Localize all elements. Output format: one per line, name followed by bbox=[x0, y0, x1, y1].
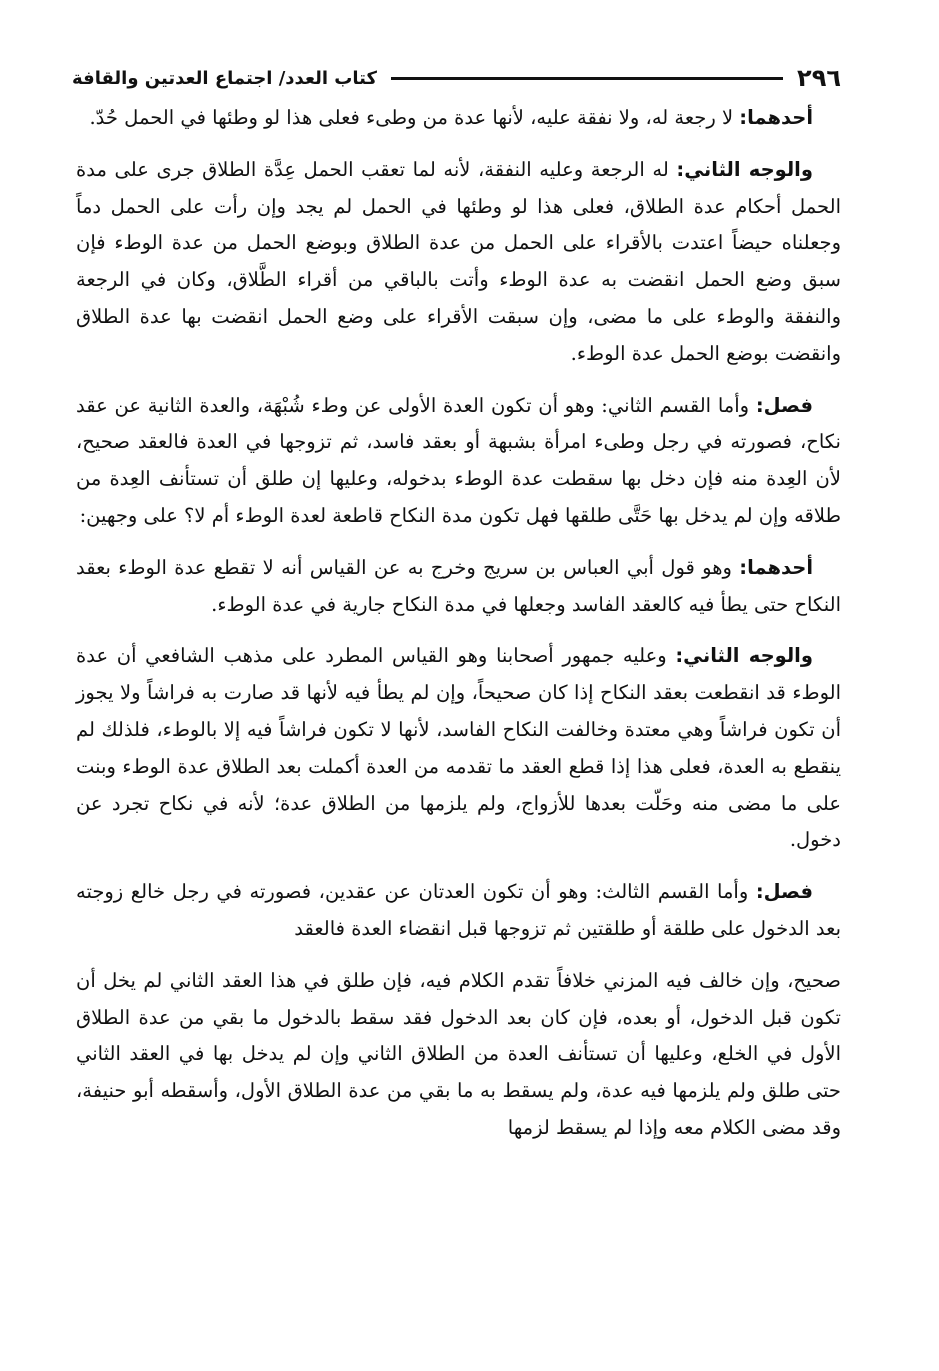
page-body bbox=[76, 100, 841, 1162]
paragraph-lead: أحدهما: bbox=[739, 106, 813, 129]
paragraph-lead: والوجه الثاني: bbox=[676, 157, 813, 181]
paragraph-text: له الرجعة وعليه النفقة، لأنه لما تعقب الحمل عِدَّة الطلاق جرى على مدة الحمل أحكام عدة الطلاق، فعلى هذا لو وطئها في الحمل لم يجد وإن رأت على الحمل دماً وجعلناه حيضاً اعتدت بالأقراء على الحمل من عدة الطلاق وبوضع الحمل من عدة الوطء فإن سبق وضع الحمل انقضت به عدة الوطء وأتت بالباقي من أقراء الطَّلاق، وكان في الرجعة والنفقة والوطء على ما مضى، وإن سبقت الأقراء على وضع الحمل انقضت بها عدة الطلاق وانقضت بوضع الحمل عدة الوطء. bbox=[76, 157, 841, 365]
paragraph-text: وعليه جمهور أصحابنا وهو القياس المطرد على مذهب الشافعي أن عدة الوطء قد انقطعت بعقد النكاح إذا كان صحيحاً، وإن لم يطأ فيه لأنها قد صارت به فراشاً ولا يجوز أن تكون فراشاً وهي معتدة وخالفت النكاح الفاسد، لأنها لا تكون فراشاً فيه إلا بالوطء، فلذلك لم ينقطع به العدة، فعلى هذا إذا قطع العقد ما تقدمه من العدة أكملت بعد الطلاق عدة الوطء وبنت على ما مضى منه وحَلّت بعدها للأزواج، ولم يلزمها من الطلاق عدة؛ لأنه في نكاح تجرد عن دخول. bbox=[76, 644, 841, 852]
paragraph-lead: فصل: bbox=[755, 393, 813, 417]
paragraph bbox=[76, 638, 841, 859]
paragraph bbox=[76, 100, 841, 137]
paragraph-lead: فصل: bbox=[755, 880, 813, 904]
paragraph bbox=[76, 550, 841, 624]
page-number: ٢٩٦ bbox=[797, 64, 841, 92]
paragraph-lead: أحدهما: bbox=[739, 555, 813, 579]
paragraph bbox=[76, 152, 841, 373]
paragraph-text: وأما القسم الثالث: وهو أن تكون العدتان عن عقدين، فصورته في رجل خالع زوجته بعد الدخول على طلقة أو طلقتين ثم تزوجها قبل انقضاء العدة فالعقد bbox=[76, 880, 841, 940]
paragraph bbox=[76, 388, 841, 535]
paragraph-continuation bbox=[76, 963, 841, 1147]
paragraph-text: وهو قول أبي العباس بن سريج وخرج به عن القياس أنه لا تقطع عدة الوطء بعقد النكاح حتى يطأ فيه كالعقد الفاسد وجعلها في مدة النكاح جارية في عدة الوطء. bbox=[76, 555, 841, 616]
paragraph bbox=[76, 874, 841, 948]
page-header bbox=[72, 56, 841, 100]
paragraph-text: لا رجعة له، ولا نفقة عليه، لأنها عدة من وطىء فعلى هذا لو وطئها في الحمل حُدّ. bbox=[89, 106, 740, 129]
paragraph-text: وأما القسم الثاني: وهو أن تكون العدة الأولى عن وطء شُبْهَة، والعدة الثانية عن عقد نكاح، فصورته في رجل وطىء امرأة بشبهة أو بعقد فاسد، ثم تزوجها في العدة فالعقد صحيح، لأن العِدة منه فإن دخل بها سقطت عدة الوطء بدخوله، وعليها إن طلق أن تستأنف العِدة من طلاقه وإن لم يدخل بها حَتَّى طلقها فهل تكون مدة النكاح قاطعة لعدة الوطء أم لا؟ على وجهين: bbox=[76, 393, 841, 527]
header-rule bbox=[391, 77, 783, 80]
running-title: كتاب العدد/ اجتماع العدتين والقافة bbox=[72, 67, 377, 89]
paragraph-text: صحيح، وإن خالف فيه المزني خلافاً تقدم الكلام فيه، فإن طلق في هذا العقد الثاني لم يخل أن تكون قبل الدخول، أو بعده، فإن كان بعد الدخول فقد سقط بالدخول ما بقي من عدة الطلاق الأول في الخلع، وعليها أن تستأنف العدة من الطلاق الثاني وإن لم يدخل بها في العقد الثاني حتى طلق ولم يلزمها فيه عدة، ولم يسقط به ما بقي من عدة الطلاق الأول، وأسقطه أبو حنيفة، وقد مضى الكلام معه وإذا لم يسقط لزمها bbox=[76, 968, 841, 1139]
paragraph-lead: والوجه الثاني: bbox=[675, 644, 813, 668]
